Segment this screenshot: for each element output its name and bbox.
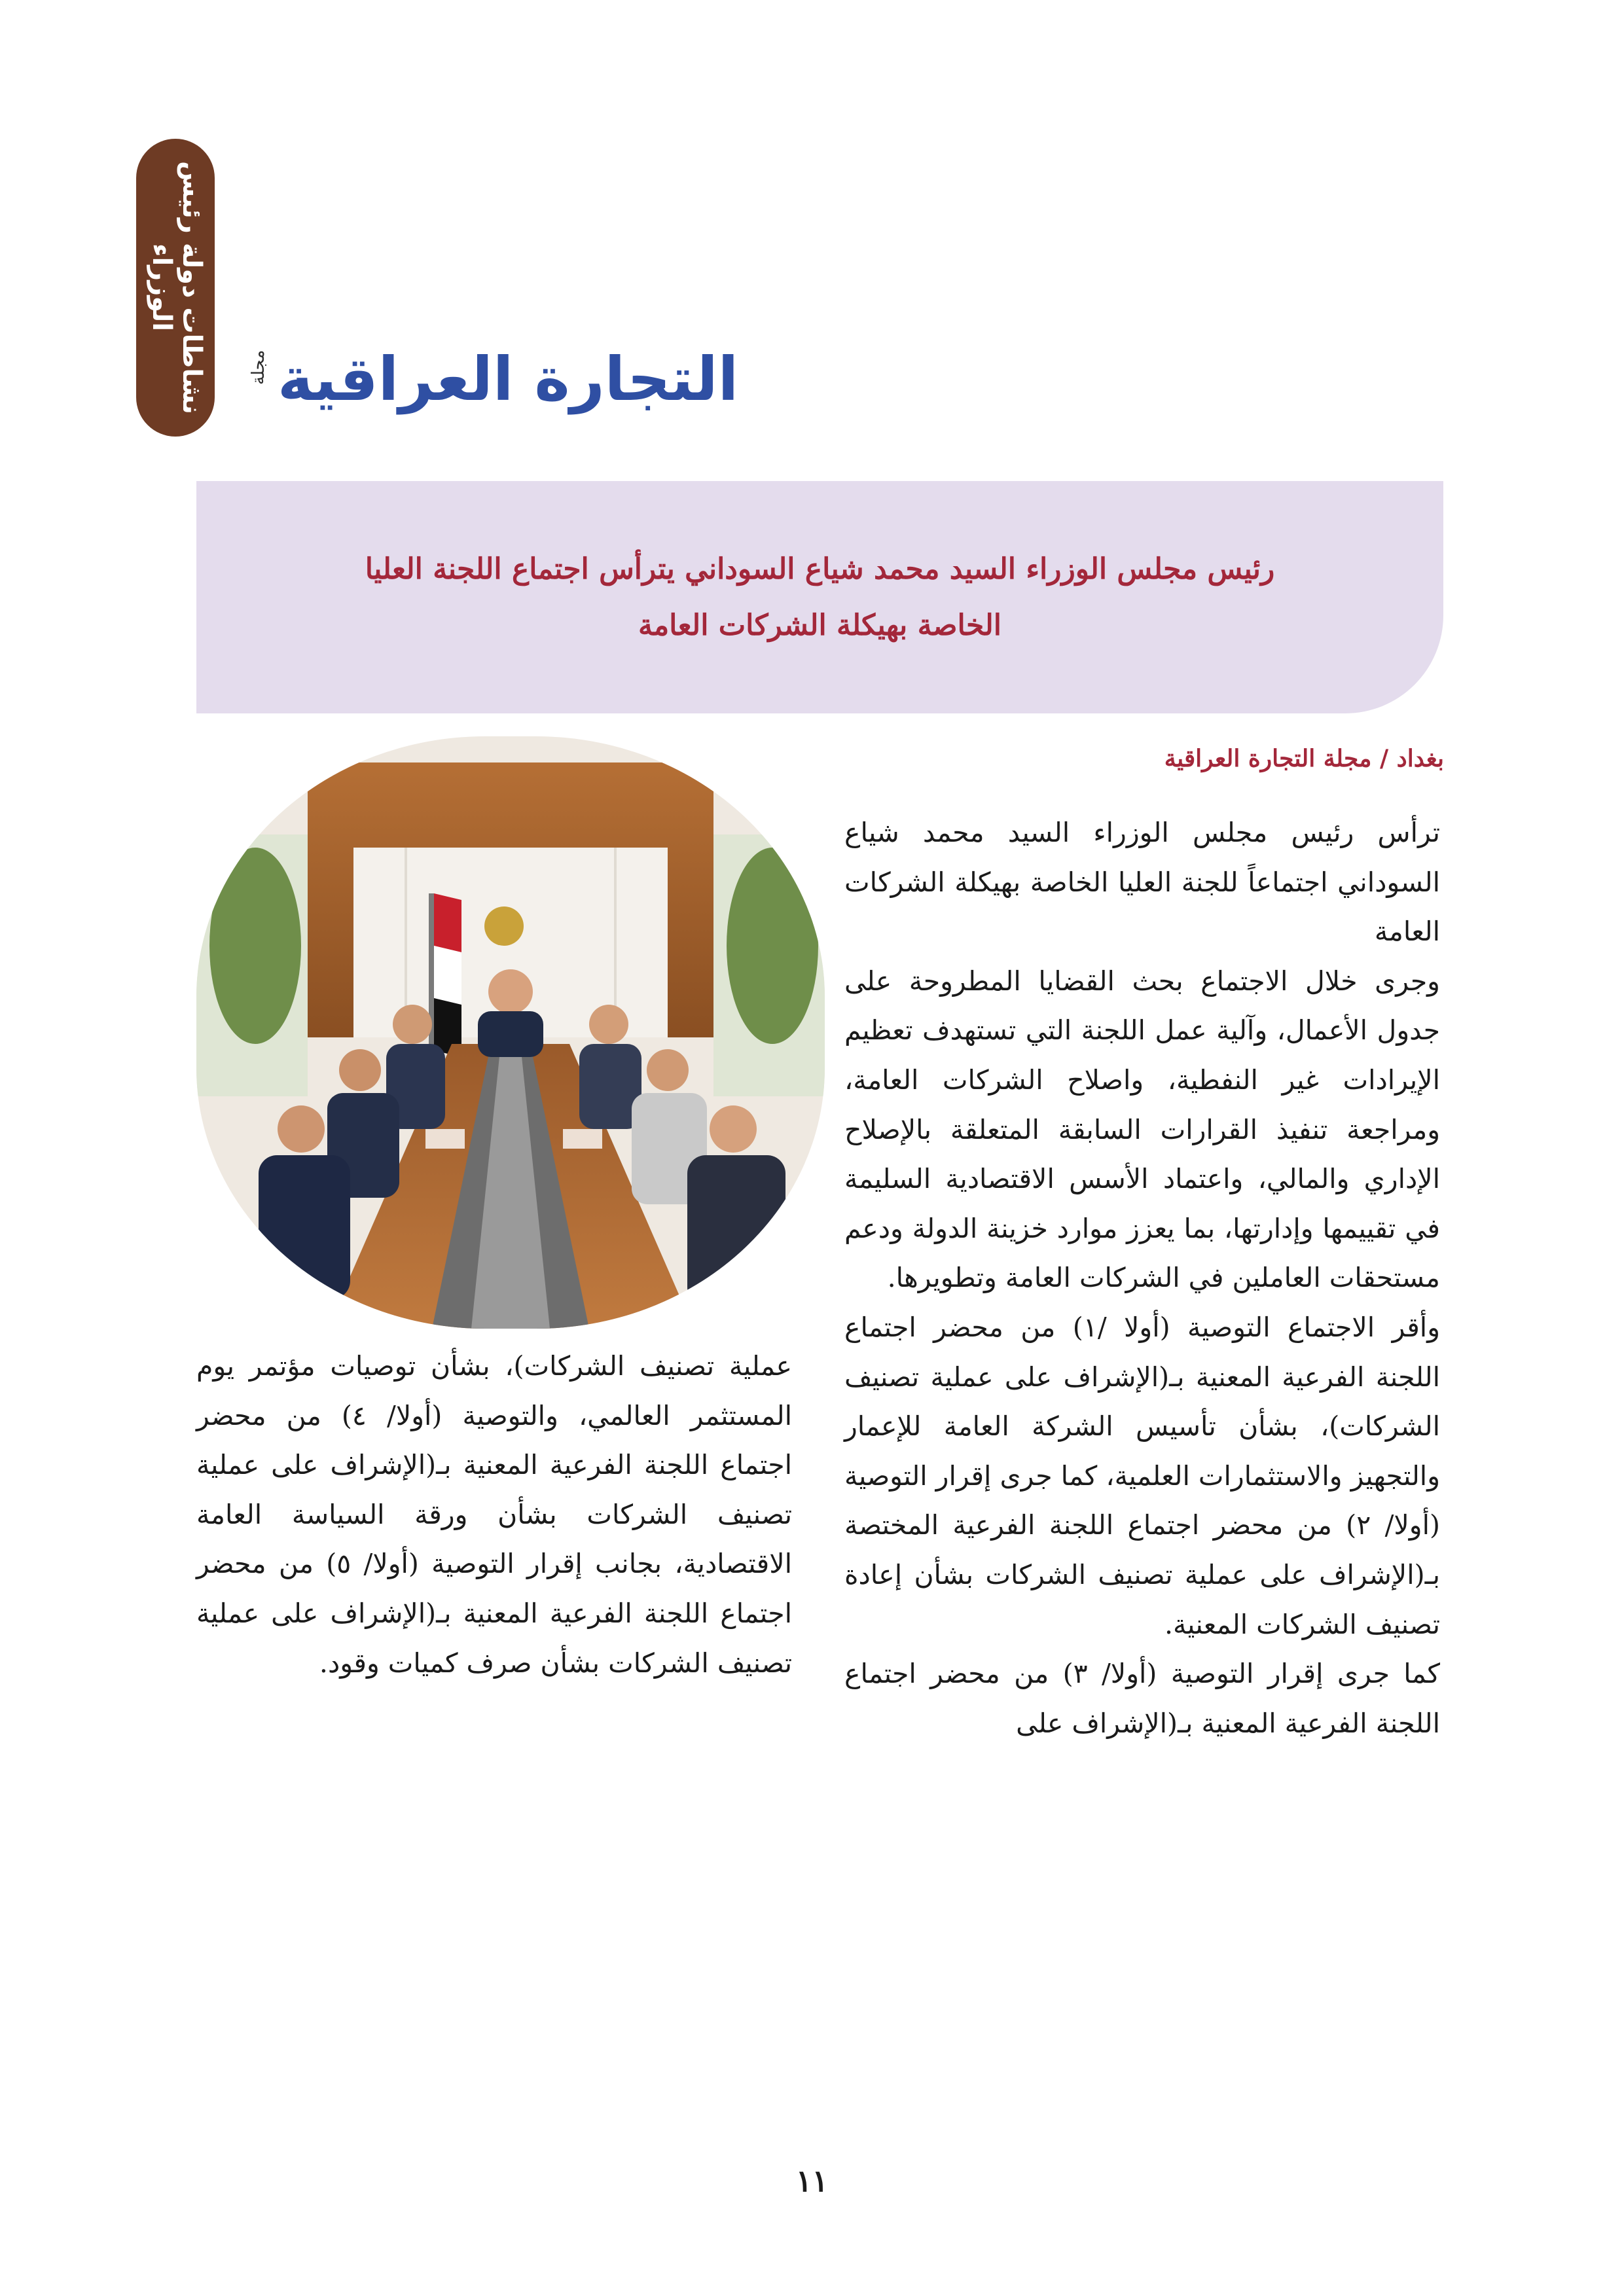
article-paragraph: ترأس رئيس مجلس الوزراء السيد محمد شياع السوداني اجتماعاً للجنة العليا الخاصة بهيكلة الشركات العامة (844, 817, 1440, 948)
headline-line-2: الخاصة بهيكلة الشركات العامة (638, 608, 1001, 642)
meeting-photo (196, 736, 825, 1329)
article-column-right (844, 808, 1440, 1748)
article-column-left (196, 1342, 792, 1688)
section-tab-label: نشاطات دولة رئيس الوزراء (147, 160, 207, 415)
magazine-logo (249, 340, 738, 419)
article-paragraph: كما جرى إقرار التوصية (أولا/ ٣) من محضر اجتماع اللجنة الفرعية المعنية بـ(الإشراف على (844, 1658, 1440, 1739)
headline-line-1: رئيس مجلس الوزراء السيد محمد شياع السوداني يترأس اجتماع اللجنة العليا (365, 552, 1275, 586)
page-number: ١١ (795, 2163, 829, 2198)
article-paragraph: وأقر الاجتماع التوصية (أولا /١) من محضر اجتماع اللجنة الفرعية المعنية بـ(الإشراف على عملية تصنيف الشركات)، بشأن تأسيس الشركة العامة للإعمار والتجهيز والاستثمارات العلمية، كما جرى إقرار التوصية (أولا/ ٢) من محضر اجتماع اللجنة الفرعية المختصة بـ(الإشراف على عملية تصنيف الشركات بشأن إعادة تصنيف الشركات المعنية. (844, 1311, 1440, 1640)
headline-box (196, 481, 1443, 713)
article-paragraph: وجرى خلال الاجتماع بحث القضايا المطروحة على جدول الأعمال، وآلية عمل اللجنة التي تستهدف تعظيم الإيرادات غير النفطية، واصلاح الشركات العامة، ومراجعة تنفيذ القرارات السابقة المتعلقة بالإصلاح الإداري والمالي، واعتماد الأسس الاقتصادية السليمة في تقييمها وإدارتها، بما يعزز موارد خزينة الدولة ودعم مستحقات العاملين في الشركات العامة وتطويرها. (844, 965, 1440, 1294)
logo-small-text: مجلة (249, 350, 268, 386)
dateline: بغداد / مجلة التجارة العراقية (1164, 745, 1444, 772)
logo-title: التجارة العراقية (278, 344, 739, 414)
article-paragraph: عملية تصنيف الشركات)، بشأن توصيات مؤتمر يوم المستثمر العالمي، والتوصية (أولا/ ٤) من محضر اجتماع اللجنة الفرعية المعنية بـ(الإشراف على عملية تصنيف الشركات بشأن ورقة السياسة العامة الاقتصادية، بجانب إقرار التوصية (أولا/ ٥) من محضر اجتماع اللجنة الفرعية المعنية بـ(الإشراف على عملية تصنيف الشركات بشأن صرف كميات وقود. (196, 1350, 793, 1679)
section-tab (136, 139, 215, 437)
